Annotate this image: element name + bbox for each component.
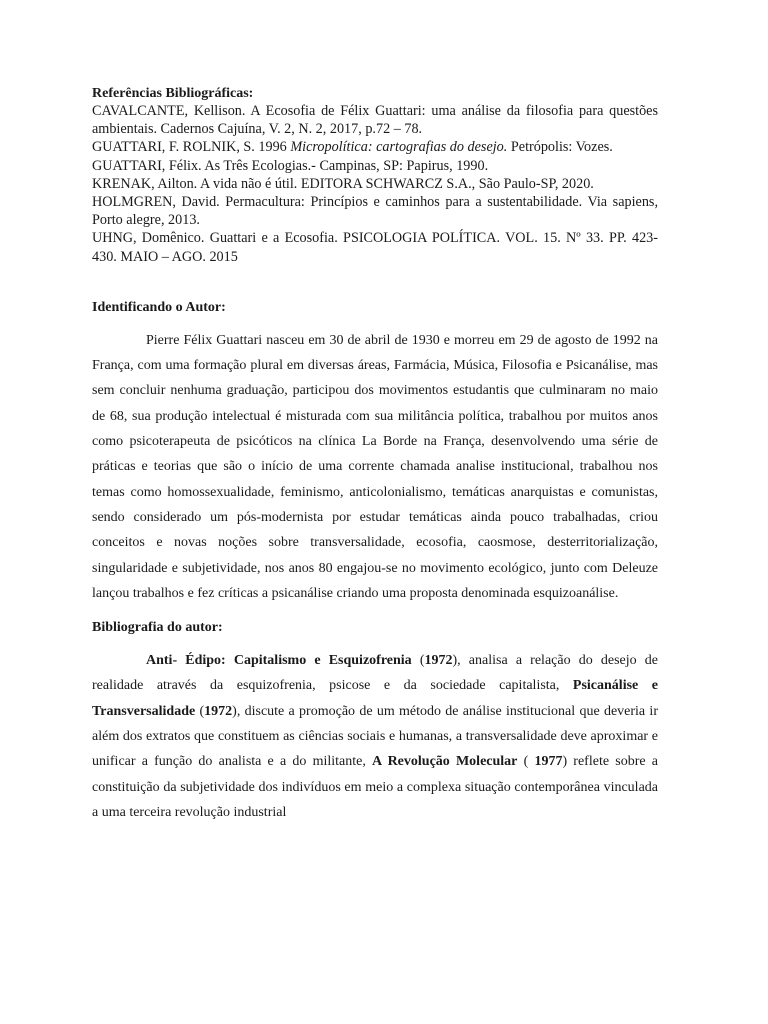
references-section	[92, 86, 658, 266]
bibliography-work-title: Psicanálise e Transversalidade	[92, 678, 658, 719]
bibliography-text: (	[517, 754, 535, 770]
reference-text: GUATTARI, F. ROLNIK, S. 1996	[92, 139, 291, 156]
bibliography-work-title: 1972	[424, 653, 453, 669]
reference-text: KRENAK, Ailton. A vida não é útil. EDITORA SCHWARCZ S.A., São Paulo-SP, 2020.	[92, 175, 594, 192]
reference-text: GUATTARI, Félix. As Três Ecologias.- Campinas, SP: Papirus, 1990.	[92, 157, 489, 174]
reference-text: CAVALCANTE, Kellison. A Ecosofia de Félix Guattari: uma análise da filosofia para questões ambientais. Cadernos Cajuína, V. 2, N. 2, 2017, p.72 – 78.	[92, 103, 658, 138]
bibliography-work-title: 1972	[204, 703, 233, 719]
bibliography-work-title: Anti- Édipo: Capitalismo e Esquizofrenia	[146, 653, 412, 669]
bibliography-text: ), discute a promoção de um método de análise institucional que deveria ir além dos extratos que constituem as ciências sociais e humanas, a transversalidade deve aproximar e unificar a função do analista e a do militante,	[92, 703, 658, 770]
bibliography-text: (	[195, 703, 205, 719]
author-heading: Identificando o Autor:	[92, 299, 226, 315]
author-paragraph: Pierre Félix Guattari nasceu em 30 de abril de 1930 e morreu em 29 de agosto de 1992 na França, com uma formação plural em diversas áreas, Farmácia, Música, Filosofia e Psicanálise, mas sem concluir nenhuma graduação, participou dos movimentos estudantis que culminaram no maio de 68, sua produção intelectual é misturada com sua militância política, trabalhou por muitos anos como psicoterapeuta de psicóticos na clínica La Borde na França, desenvolvendo uma série de práticas e teorias que são o início de uma corrente chamada analise institucional, trabalhou nos temas como homossexualidade, feminismo, anticolonialismo, temáticas anarquistas e comunistas, sendo considerado um pós-modernista por estudar temáticas ainda pouco trabalhadas, criou conceitos e novas noções sobre transversalidade, ecosofia, caosmose, desterritorialização, singularidade e subjetividade, nos anos 80 engajou-se no movimento ecológico, junto com Deleuze lançou trabalhos e fez críticas a psicanálise criando uma proposta denominada esquizoanálise.	[92, 332, 658, 601]
references-heading: Referências Bibliográficas:	[92, 86, 254, 101]
bibliography-heading: Bibliografia do autor:	[92, 620, 223, 636]
reference-item	[92, 102, 658, 138]
bibliography-paragraph	[92, 648, 658, 825]
bibliography-section	[92, 620, 658, 825]
author-section	[92, 300, 658, 606]
reference-item	[92, 138, 658, 156]
reference-text: HOLMGREN, David. Permacultura: Princípios e caminhos para a sustentabilidade. Via sapiens, Porto alegre, 2013.	[92, 194, 658, 229]
bibliography-work-title: A Revolução Molecular	[372, 754, 518, 770]
reference-text: UHNG, Domênico. Guattari e a Ecosofia. PSICOLOGIA POLÍTICA. VOL. 15. Nº 33. PP. 423-430. MAIO – AGO. 2015	[92, 230, 658, 265]
reference-item	[92, 193, 658, 229]
reference-item	[92, 157, 658, 175]
bibliography-text: (	[411, 653, 425, 669]
bibliography-work-title: 1977	[534, 754, 563, 770]
reference-item	[92, 175, 658, 193]
reference-text: Petrópolis: Vozes.	[507, 139, 613, 156]
bibliography-text: ), analisa a relação do desejo de realidade através da esquizofrenia, psicose e da sociedade capitalista,	[92, 653, 658, 694]
reference-item	[92, 229, 658, 265]
reference-list	[92, 102, 658, 266]
bibliography-text: ) reflete sobre a constituição da subjetividade dos indivíduos em meio a complexa situação contemporânea vinculada a uma terceira revolução industrial	[92, 754, 658, 820]
reference-title-italic: Micropolítica: cartografias do desejo.	[290, 139, 508, 156]
